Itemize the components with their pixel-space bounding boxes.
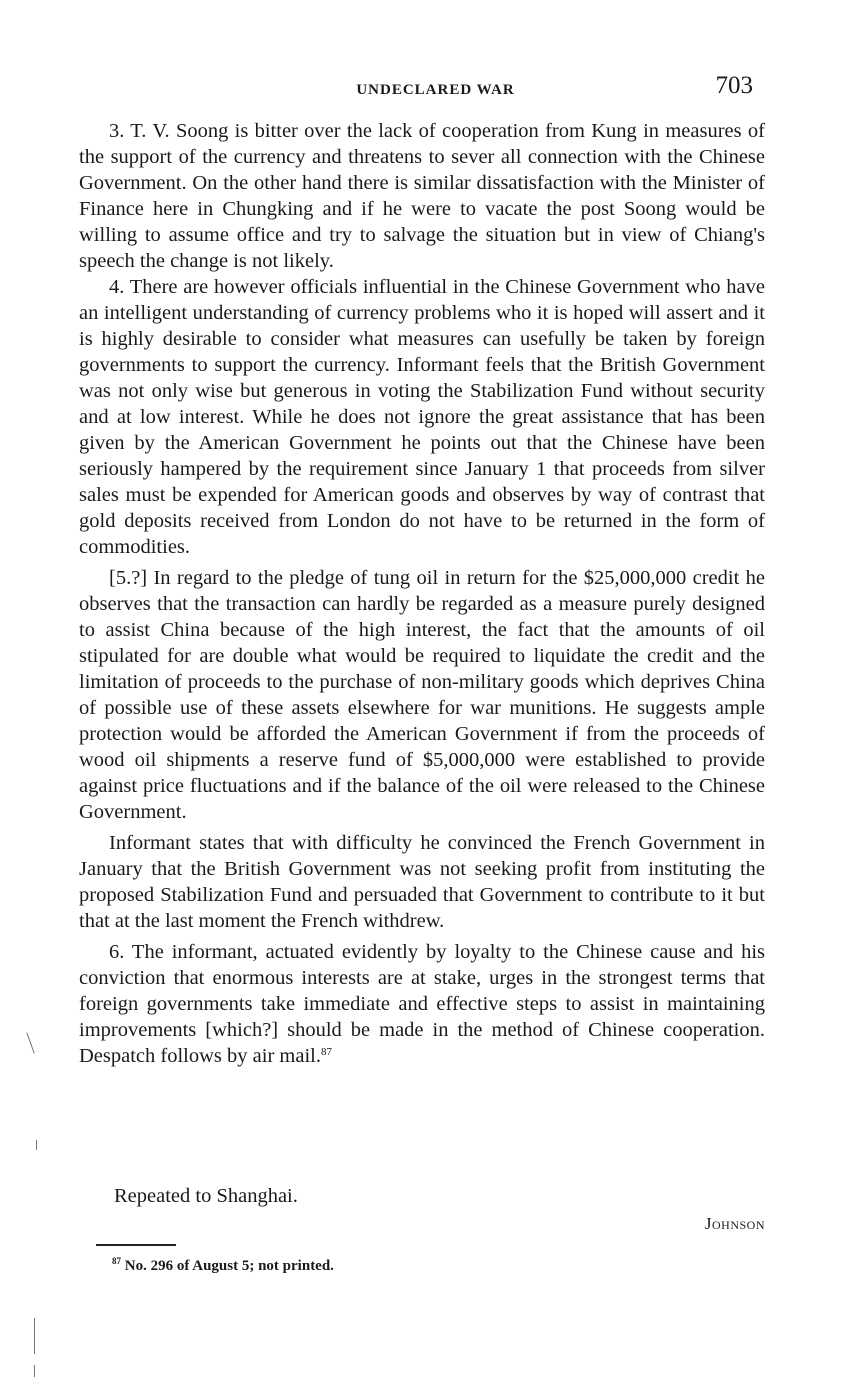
paragraph-3: 3. T. V. Soong is bitter over the lack of cooperation from Kung in measures of the support of the currency and threatens to sever all connection with the Chinese Government. On the other hand there is similar dissatisfaction with the Minister of Finance here in Chungking and if he were to vacate the post Soong would be willing to assume office and try to salvage the situation but in view of Chiang's speech the change is not likely. bbox=[79, 120, 765, 272]
margin-mark bbox=[36, 1140, 37, 1150]
running-title: UNDECLARED WAR bbox=[356, 82, 515, 98]
paragraph-6 bbox=[79, 939, 765, 1069]
paragraph-6-text: 6. The informant, actuated evidently by loyalty to the Chinese cause and his conviction that enormous interests are at stake, urges in the strongest terms that foreign governments take immediate and effective steps to assist in maintaining improvements [which?] should be made in the method of Chinese cooperation. Despatch follows by air mail. bbox=[79, 941, 765, 1067]
margin-mark bbox=[34, 1365, 35, 1377]
body-text bbox=[79, 118, 765, 1069]
signature: Johnson bbox=[704, 1214, 765, 1233]
paragraph-5: [5.?] In regard to the pledge of tung oil in return for the $25,000,000 credit he observes that the transaction can hardly be regarded as a measure purely designed to assist China because of the high interest, the fact that the amounts of oil stipulated for are double what would be required to liquidate the credit and the limitation of proceeds to the purchase of non-military goods which deprives China of possible use of these assets elsewhere for war munitions. He suggests ample protection would be afforded the American Government if from the proceeds of wood oil shipments a reserve fund of $5,000,000 were established to provide against price fluctuations and if the balance of the oil were released to the Chinese Government. bbox=[79, 567, 765, 823]
paragraph-4: 4. There are however officials influential in the Chinese Government who have an intelligent understanding of currency problems who it is hoped will assert and it is highly desirable to consider what measures can usefully be taken by foreign governments to support the currency. Informant feels that the British Government was not only wise but generous in voting the Stabilization Fund without security and at low interest. While he does not ignore the great assistance that has been given by the American Government he points out that the Chinese have been seriously hampered by the requirement since January 1 that proceeds from silver sales must be expended for American goods and observes by way of contrast that gold deposits received from London do not have to be returned in the form of commodities. bbox=[79, 276, 765, 558]
footnote-number: 87 bbox=[112, 1256, 121, 1266]
running-head bbox=[108, 72, 763, 102]
footnote bbox=[112, 1256, 334, 1275]
margin-mark bbox=[26, 1032, 34, 1053]
footnote-reference: 87 bbox=[320, 1046, 332, 1058]
footnote-divider bbox=[96, 1244, 176, 1246]
repeated-to-line: Repeated to Shanghai. bbox=[114, 1185, 298, 1207]
paragraph-french-government: Informant states that with difficulty he convinced the French Government in January that the British Government was not seeking profit from instituting the proposed Stabilization Fund and persuaded that Government to contribute to it but that at the last moment the French withdrew. bbox=[79, 832, 765, 932]
footnote-text: No. 296 of August 5; not printed. bbox=[124, 1258, 334, 1274]
closing-block bbox=[79, 1183, 765, 1237]
margin-mark bbox=[34, 1318, 35, 1354]
page-number: 703 bbox=[715, 72, 753, 99]
